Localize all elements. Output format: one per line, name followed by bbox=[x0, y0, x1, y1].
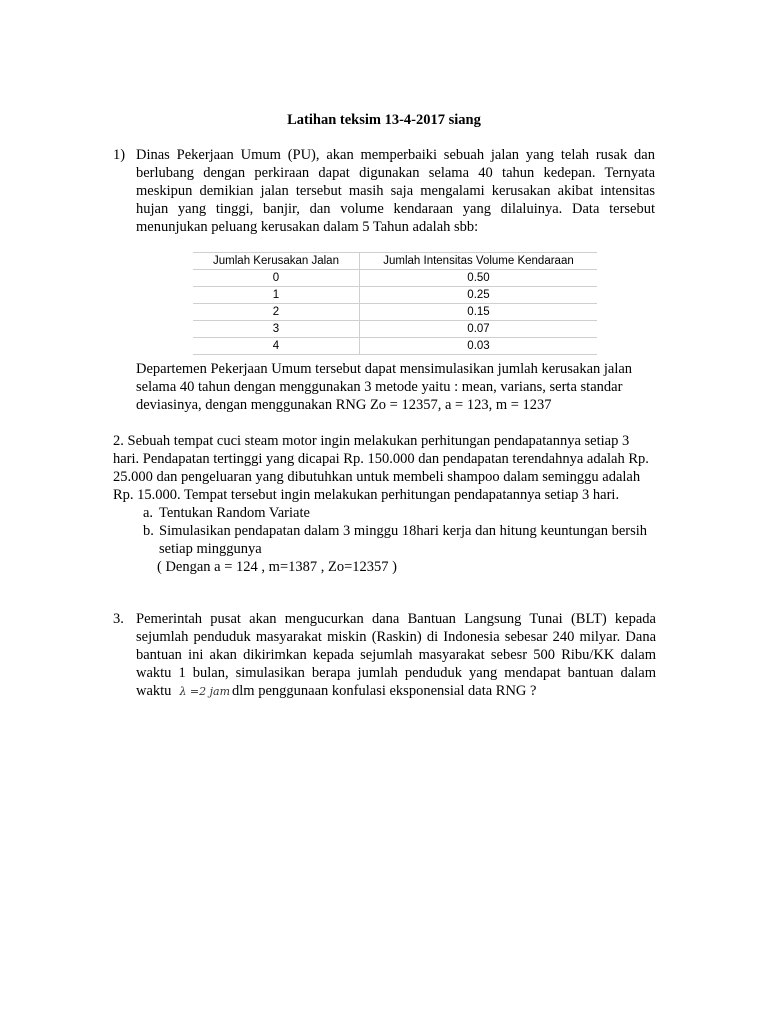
question-2-text: 2. Sebuah tempat cuci steam motor ingin melakukan perhitungan pendapatannya setiap 3 hari. Pendapatan tertinggi yang dicapai Rp. 150.000 dan pendapatan terendahnya adalah Rp. 25.000 dan pengeluaran yang dibutuhkan untuk membeli shampoo dalam seminggu adalah Rp. 15.000. Tempat tersebut ingin melakukan perhitungan pendapatannya setiap 3 hari. bbox=[113, 433, 649, 503]
table-row bbox=[193, 338, 597, 355]
question-1-followup: Departemen Pekerjaan Umum tersebut dapat mensimulasikan jumlah kerusakan jalan selama 40 tahun dengan menggunakan 3 metode yaitu : mean, varians, serta standar deviasinya, dengan menggunakan RNG Zo = 12357, a = 123, m = 1237 bbox=[136, 361, 633, 413]
page-title: Latihan teksim 13-4-2017 siang bbox=[287, 112, 481, 128]
question-2-item-b bbox=[143, 522, 658, 558]
question-1-number: 1) bbox=[113, 147, 126, 163]
item-text: Simulasikan pendapatan dalam 3 minggu 18hari kerja dan hitung keuntungan bersih setiap minggunya bbox=[159, 523, 648, 557]
lambda-formula: λ =2 jam bbox=[179, 685, 231, 698]
question-2-condition: ( Dengan a = 124 , m=1387 , Zo=12357 ) bbox=[157, 559, 397, 575]
table-cell: 3 bbox=[193, 321, 360, 338]
table-header-intensity: Jumlah Intensitas Volume Kendaraan bbox=[360, 253, 598, 270]
damage-probability-table bbox=[193, 252, 597, 355]
table-cell: 0.25 bbox=[360, 287, 598, 304]
table-cell: 0.07 bbox=[360, 321, 598, 338]
question-3-number: 3. bbox=[113, 611, 124, 627]
table-row bbox=[193, 270, 597, 287]
item-label: b. bbox=[143, 523, 154, 539]
table-header-damage: Jumlah Kerusakan Jalan bbox=[193, 253, 360, 270]
question-3-text-before: Pemerintah pusat akan mengucurkan dana Bantuan Langsung Tunai (BLT) kepada sejumlah penduduk masyarakat miskin (Raskin) di Indonesia sebesar 240 milyar. Dana bantuan ini akan dikirimkan kepada sejumlah masyarakat sebesr 500 Ribu/KK dalam waktu 1 bulan, simulasikan berapa jumlah penduduk yang mendapat bantuan dalam waktu bbox=[136, 611, 656, 699]
table-cell: 0.15 bbox=[360, 304, 598, 321]
table-row bbox=[193, 287, 597, 304]
table-cell: 0 bbox=[193, 270, 360, 287]
table-row bbox=[193, 321, 597, 338]
item-label: a. bbox=[143, 505, 154, 521]
table-cell: 1 bbox=[193, 287, 360, 304]
table-cell: 0.03 bbox=[360, 338, 598, 355]
question-3-text-after: dlm penggunaan konfulasi eksponensial data RNG ? bbox=[232, 683, 537, 699]
table-header-row bbox=[193, 253, 597, 270]
question-2-item-a bbox=[143, 504, 658, 522]
question-1 bbox=[113, 146, 655, 236]
table-cell: 0.50 bbox=[360, 270, 598, 287]
item-text: Tentukan Random Variate bbox=[159, 505, 310, 521]
table-row bbox=[193, 304, 597, 321]
table-cell: 4 bbox=[193, 338, 360, 355]
table-cell: 2 bbox=[193, 304, 360, 321]
question-3 bbox=[113, 610, 656, 701]
question-2 bbox=[113, 432, 658, 576]
question-1-text: Dinas Pekerjaan Umum (PU), akan memperbaiki sebuah jalan yang telah rusak dan berlubang dengan perkiraan dapat digunakan selama 40 tahun kedepan. Ternyata meskipun demikian jalan tersebut masih saja mengalami kerusakan akibat intensitas hujan yang tinggi, banjir, dan volume kendaraan yang dilaluinya. Data tersebut menunjukan peluang kerusakan dalam 5 Tahun adalah sbb: bbox=[136, 147, 655, 235]
question-3-text bbox=[136, 610, 656, 701]
